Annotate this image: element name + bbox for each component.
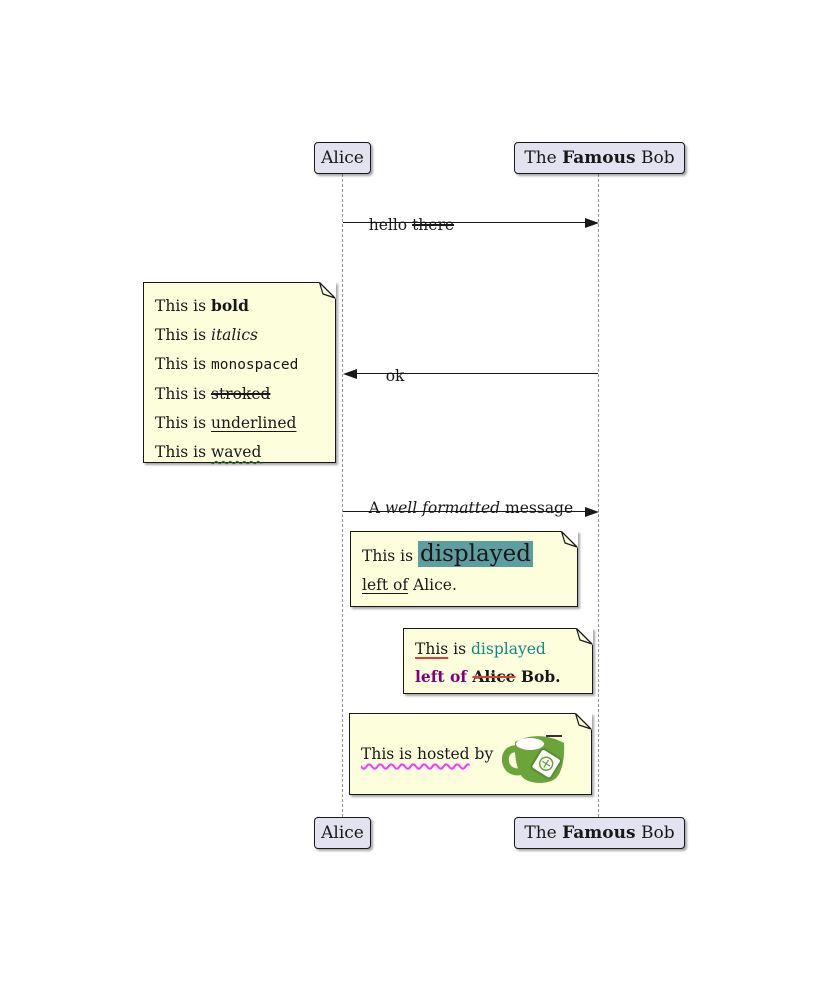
note-fold-icon xyxy=(575,713,592,730)
note-fold-icon xyxy=(319,282,336,299)
highlighted-text: displayed xyxy=(420,541,532,567)
message-ok-arrowhead-icon xyxy=(343,369,357,379)
note-line-monospaced: This is monospaced xyxy=(155,355,299,373)
note-fold-icon xyxy=(576,628,593,645)
note-hosted-by: This is hosted by xyxy=(349,713,592,795)
participant-bob-top: The Famous Bob xyxy=(514,142,685,174)
note-displayed-right-of-alice xyxy=(350,531,578,607)
note-displayed-left-of-bob xyxy=(403,628,593,694)
message-hello-label: hello there xyxy=(368,216,455,234)
note-a-line-1: This is displayed xyxy=(362,541,532,567)
note-c-wavy-text: This is hosted xyxy=(361,745,470,763)
participant-alice-label: Alice xyxy=(321,148,364,168)
note-line-bold: This is bold xyxy=(155,296,249,315)
participant-alice-bottom: Alice xyxy=(314,817,371,849)
note-text-styles xyxy=(143,282,336,463)
note-fold-icon xyxy=(561,531,578,548)
message-hello-arrowhead-icon xyxy=(585,218,599,228)
message-formatted-line xyxy=(343,511,586,512)
note-line-italics: This is italics xyxy=(155,326,258,344)
participant-alice-top xyxy=(314,142,371,174)
bob-lifeline xyxy=(598,174,599,817)
message-ok-line xyxy=(355,373,598,374)
note-a-line-2: left of Alice. xyxy=(362,576,457,594)
note-line-underlined: This is underlined xyxy=(155,414,297,432)
note-line-stroked: This is stroked xyxy=(155,385,271,403)
note-b-line-1: This is displayed xyxy=(415,640,546,658)
note-b-line-2: left of Alice Bob. xyxy=(415,667,561,686)
alice-lifeline xyxy=(342,174,343,817)
participant-bob-bottom: The Famous Bob xyxy=(514,817,685,849)
message-formatted-arrowhead-icon xyxy=(585,507,599,517)
message-formatted-label: A well formatted message xyxy=(368,499,574,517)
message-ok-label: ok xyxy=(385,367,405,385)
note-line-waved: This is waved xyxy=(155,443,262,461)
participant-bob-label: The xyxy=(524,148,563,168)
message-hello-line xyxy=(343,222,586,223)
teacup-icon xyxy=(502,729,568,785)
